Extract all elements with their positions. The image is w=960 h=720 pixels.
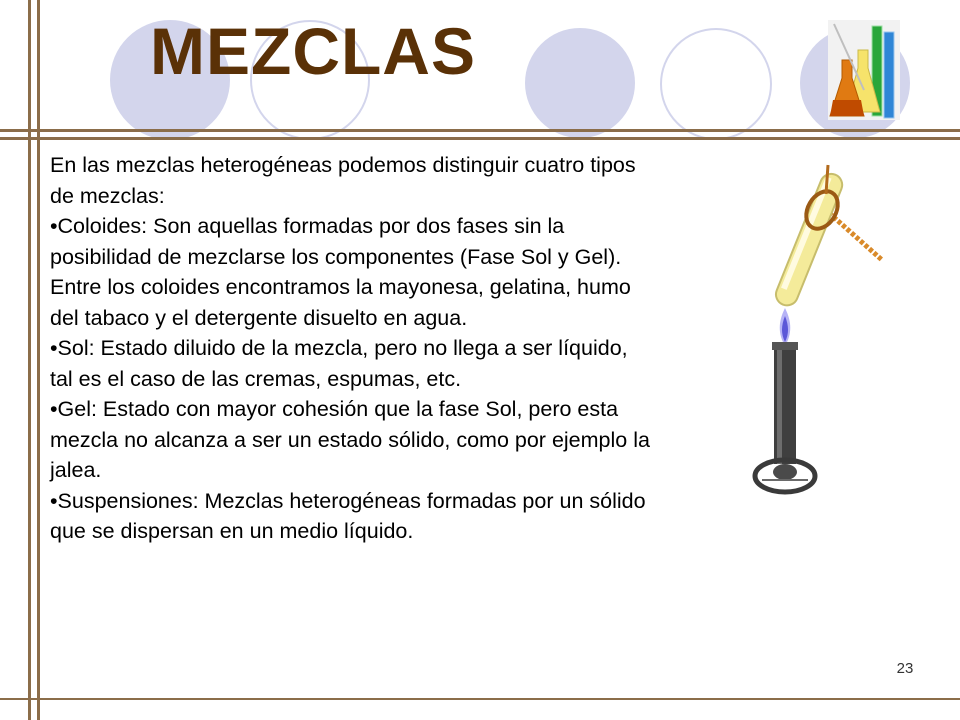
frame-vertical-line	[37, 0, 40, 720]
bunsen-burner-illustration	[740, 150, 900, 520]
decorative-circle	[525, 28, 635, 138]
decorative-circle	[660, 28, 772, 140]
bullet-suspensiones: •Suspensiones: Mezclas heterogéneas formadas por un sólido que se dispersan en un medio líquido.	[50, 488, 646, 543]
frame-vertical-line	[28, 0, 31, 720]
frame-horizontal-line	[0, 137, 960, 140]
intro-paragraph: En las mezclas heterogéneas podemos distinguir cuatro tipos de mezclas:	[50, 153, 636, 208]
page-number: 23	[896, 660, 914, 677]
slide-title: MEZCLAS	[150, 14, 476, 88]
frame-horizontal-line	[0, 129, 960, 132]
bullet-sol: •Sol: Estado diluido de la mezcla, pero no llega a ser líquido, tal es el caso de las cremas, espumas, etc.	[50, 336, 628, 391]
bullet-gel: •Gel: Estado con mayor cohesión que la fase Sol, pero esta mezcla no alcanza a ser un estado sólido, como por ejemplo la jalea.	[50, 397, 650, 482]
frame-bottom-line	[0, 698, 960, 700]
flasks-illustration	[828, 20, 900, 120]
bullet-coloides: •Coloides: Son aquellas formadas por dos fases sin la posibilidad de mezclarse los componentes (Fase Sol y Gel). Entre los coloides encontramos la mayonesa, gelatina, humo del tabaco y el detergente disuelto en agua.	[50, 214, 631, 330]
slide-body	[50, 150, 650, 547]
